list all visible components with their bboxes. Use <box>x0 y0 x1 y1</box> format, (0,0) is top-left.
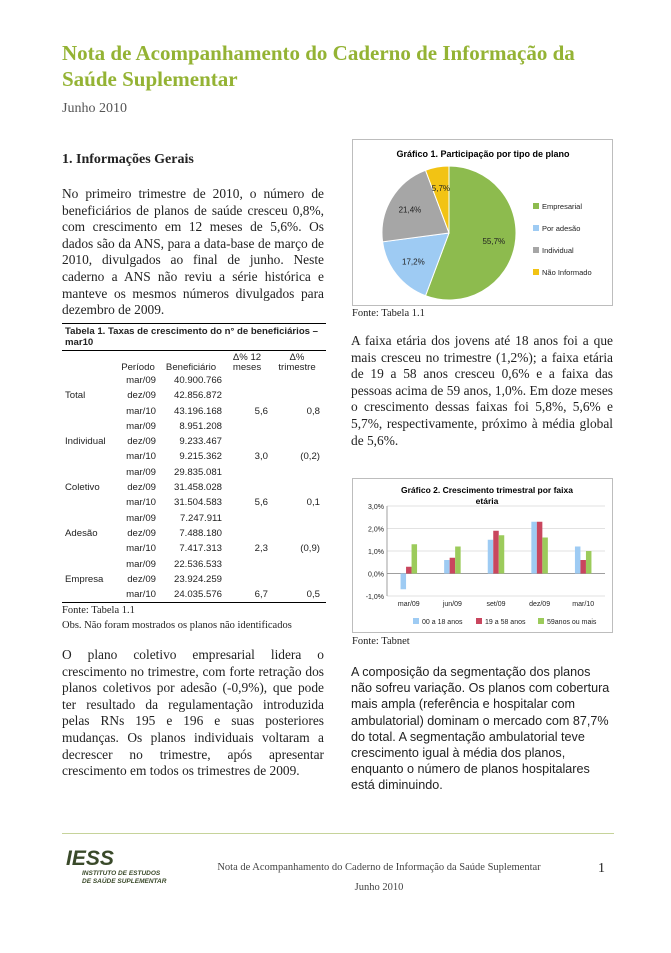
delta-12m-cell <box>226 434 274 449</box>
beneficiario-cell: 43.196.168 <box>173 405 222 417</box>
footer-line2: Junho 2010 <box>354 882 404 893</box>
table-row <box>62 495 326 510</box>
table-row <box>62 419 326 434</box>
y-tick-label: -1,0% <box>365 594 384 601</box>
plan-label: Total <box>65 390 86 402</box>
delta-tri-cell <box>274 388 326 403</box>
legend-label: 19 a 58 anos <box>485 619 526 626</box>
x-tick-label: set/09 <box>486 601 506 608</box>
beneficiario-cell: 23.924.259 <box>173 573 222 585</box>
table-row <box>62 449 326 464</box>
delta-12m-cell <box>226 557 274 572</box>
bar-chart-box <box>352 478 613 633</box>
legend-swatch <box>538 618 544 624</box>
bar-0-0 <box>401 574 407 590</box>
delta-tri-cell <box>274 511 326 526</box>
delta-12m-cell: 2,3 <box>254 543 268 555</box>
period-cell: mar/10 <box>120 587 160 603</box>
y-tick-label: 3,0% <box>368 504 384 511</box>
table-row <box>62 388 326 403</box>
period-cell: dez/09 <box>127 527 156 539</box>
chart2-source: Fonte: Tabnet <box>352 636 410 647</box>
legend-label: 59anos ou mais <box>547 619 597 626</box>
period-cell: dez/09 <box>127 436 156 448</box>
col-period: Período <box>121 362 155 373</box>
delta-12m-cell: 6,7 <box>226 587 274 603</box>
growth-table-grid <box>62 351 326 603</box>
bar-3-0 <box>531 522 537 574</box>
beneficiario-cell: 9.233.467 <box>179 436 222 448</box>
plan-label: Adesão <box>65 527 98 539</box>
table-row <box>62 511 326 526</box>
pie-title: Gráfico 1. Participação por tipo de plano <box>396 149 570 159</box>
beneficiario-cell: 31.458.028 <box>173 482 222 494</box>
delta-12m-cell <box>226 465 274 480</box>
legend-swatch <box>476 618 482 624</box>
table-row <box>62 587 326 603</box>
legend-label: Individual <box>542 246 574 255</box>
pie-chart <box>353 140 614 307</box>
table-row <box>62 404 326 419</box>
delta-tri-cell: (0,9) <box>300 543 320 555</box>
pie-value-label: 17,2% <box>402 257 425 267</box>
delta-tri-cell <box>274 572 326 587</box>
page-date: Junho 2010 <box>62 101 127 116</box>
bar-2-2 <box>499 535 505 573</box>
delta-12m-cell <box>226 373 274 388</box>
segmentacao-paragraph: A composição da segmentação dos planos não sofreu variação. Os planos com cobertura mais ampla (referência e hospitalar com ambulatorial) dominam o mercado com 87,7% do total. A segmentação ambulatorial teve crescimento igual à média dos planos, enquanto o número de planos hospitalares está diminuindo. <box>351 665 610 793</box>
delta-tri-cell: 0,5 <box>274 587 326 603</box>
pie-value-label: 55,7% <box>482 237 506 247</box>
beneficiario-cell: 7.247.911 <box>180 512 222 524</box>
bar-title-line1: Gráfico 2. Crescimento trimestral por faixa <box>401 485 573 495</box>
footer-line1: Nota de Acompanhamento do Caderno de Informação da Saúde Suplementar <box>217 862 541 873</box>
delta-tri-cell: (0,2) <box>300 451 320 463</box>
plan-label: Individual <box>65 436 106 448</box>
legend-label: 00 a 18 anos <box>422 619 463 626</box>
delta-tri-cell <box>274 373 326 388</box>
growth-table <box>62 323 326 632</box>
x-tick-label: mar/09 <box>397 601 420 608</box>
pie-value-label: 5,7% <box>431 184 451 194</box>
section-heading: 1. Informações Gerais <box>62 152 194 167</box>
table-row <box>62 480 326 495</box>
beneficiario-cell: 8.951.208 <box>179 420 222 432</box>
col-delta-12m: Δ% 12 meses <box>232 352 262 373</box>
delta-tri-cell <box>274 465 326 480</box>
period-cell: dez/09 <box>127 482 156 494</box>
chart1-source: Fonte: Tabela 1.1 <box>352 308 425 319</box>
bar-4-1 <box>580 560 586 574</box>
coletivo-paragraph: O plano coletivo empresarial lidera o crescimento no trimestre, com forte retração dos planos coletivos por adesão (-0,9%), que pode ter resultado da regulamentação introduzida pelas RNs 195 e 196 e suas posteriores mudanças. Os planos individuais voltaram a decrescer no trimestre, após apresentar crescimento em todos os trimestres de 2009. <box>62 647 324 779</box>
period-cell: mar/10 <box>126 405 156 417</box>
delta-12m-cell <box>226 526 274 541</box>
page-title: Nota de Acompanhamento do Caderno de Informação da Saúde Suplementar <box>62 41 575 91</box>
plan-label: Empresa <box>65 573 104 585</box>
beneficiario-cell: 29.835.081 <box>173 466 222 478</box>
period-cell: mar/09 <box>126 420 156 432</box>
delta-tri-cell <box>274 526 326 541</box>
beneficiario-cell: 7.417.313 <box>179 543 222 555</box>
delta-12m-cell <box>226 480 274 495</box>
bar-0-2 <box>412 544 418 573</box>
legend-swatch <box>533 225 539 231</box>
delta-tri-cell: 0,1 <box>306 497 320 509</box>
bar-1-2 <box>455 547 461 574</box>
table-row <box>62 526 326 541</box>
period-cell: mar/10 <box>126 451 156 463</box>
table-row <box>62 465 326 480</box>
bar-0-1 <box>406 567 412 574</box>
pie-chart-box <box>352 139 613 306</box>
legend-swatch <box>533 247 539 253</box>
plan-label: Coletivo <box>65 482 100 494</box>
logo-sub2: DE SAÚDE SUPLEMENTAR <box>82 878 167 885</box>
y-tick-label: 0,0% <box>368 571 384 579</box>
beneficiario-cell: 22.536.533 <box>173 558 222 570</box>
table-source: Fonte: Tabela 1.1 <box>62 605 135 617</box>
logo-main: IESS <box>66 847 114 870</box>
legend-label: Não Informado <box>542 268 592 277</box>
bar-4-2 <box>586 551 592 574</box>
period-cell: mar/10 <box>126 497 156 509</box>
bar-chart <box>353 479 614 634</box>
table-row <box>62 373 326 388</box>
delta-12m-cell <box>226 511 274 526</box>
table-row <box>62 557 326 572</box>
delta-12m-cell: 5,6 <box>254 405 268 417</box>
col-beneficiario: Beneficiário <box>165 362 217 373</box>
bar-1-0 <box>444 560 450 574</box>
bar-4-0 <box>575 547 581 574</box>
bar-title-line2: etária <box>475 496 499 506</box>
delta-tri-cell <box>274 434 326 449</box>
legend-label: Por adesão <box>542 224 581 233</box>
beneficiario-cell: 42.856.872 <box>173 390 222 402</box>
delta-12m-cell: 5,6 <box>254 497 268 509</box>
delta-tri-cell <box>274 480 326 495</box>
bar-2-0 <box>488 540 494 574</box>
bar-1-1 <box>450 558 456 574</box>
logo-sub1: INSTITUTO DE ESTUDOS <box>82 870 161 877</box>
delta-tri-cell <box>274 419 326 434</box>
period-cell: mar/09 <box>126 375 156 386</box>
legend-swatch <box>533 203 539 209</box>
y-tick-label: 2,0% <box>368 526 384 534</box>
beneficiario-cell: 31.504.583 <box>173 497 222 509</box>
beneficiario-cell: 24.035.576 <box>160 587 226 603</box>
legend-label: Empresarial <box>542 202 583 211</box>
beneficiario-cell: 40.900.766 <box>173 375 222 386</box>
table-note: Obs. Não foram mostrados os planos não identificados <box>62 619 292 631</box>
period-cell: dez/09 <box>127 573 156 585</box>
delta-tri-cell: 0,8 <box>306 405 320 417</box>
delta-12m-cell <box>226 419 274 434</box>
period-cell: mar/09 <box>126 466 156 478</box>
period-cell: dez/09 <box>127 390 156 402</box>
faixa-etaria-paragraph: A faixa etária dos jovens até 18 anos foi a que mais cresceu no trimestre (1,2%); a faixa etária de 19 a 58 anos cresceu 0,6% e a faixa das pessoas acima de 59 anos, 1,0%. Em doze meses o crescimento dessas faixas foi 5,8%, 5,6% e 5,7%, respectivamente, próximo à média global de 5,6%. <box>351 333 613 448</box>
period-cell: mar/10 <box>126 543 156 555</box>
intro-paragraph: No primeiro trimestre de 2010, o número de beneficiários de planos de saúde cresceu 0,8%, com crescimento em 12 meses de 5,6%. Os dados são da ANS, para a data-base de março de 2010, divulgados ao final de junho. Neste caderno a ANS não reviu a série histórica e manteve os mesmos números divulgados para dezembro de 2009. <box>62 186 324 318</box>
y-tick-label: 1,0% <box>368 549 384 556</box>
x-tick-label: dez/09 <box>529 601 551 608</box>
period-cell: mar/09 <box>126 512 156 524</box>
table-row <box>62 434 326 449</box>
pie-value-label: 21,4% <box>398 205 422 215</box>
col-delta-trimestre: Δ% trimestre <box>278 352 316 373</box>
beneficiario-cell: 9.215.362 <box>179 451 222 463</box>
delta-12m-cell <box>226 388 274 403</box>
page-number: 1 <box>598 861 605 876</box>
beneficiario-cell: 7.488.180 <box>179 527 222 539</box>
bar-3-1 <box>537 522 543 574</box>
table-row <box>62 541 326 556</box>
bar-2-1 <box>493 531 499 574</box>
bar-3-2 <box>542 538 548 574</box>
period-cell: mar/09 <box>126 558 156 570</box>
footer-divider <box>62 833 614 834</box>
legend-swatch <box>413 618 419 624</box>
delta-12m-cell: 3,0 <box>254 451 268 463</box>
x-tick-label: mar/10 <box>572 601 595 608</box>
x-tick-label: jun/09 <box>442 601 462 608</box>
delta-tri-cell <box>274 557 326 572</box>
delta-12m-cell <box>226 572 274 587</box>
table-title: Tabela 1. Taxas de crescimento do n° de beneficiários –mar10 <box>62 323 326 351</box>
footer-text <box>170 858 588 898</box>
table-row <box>62 572 326 587</box>
legend-swatch <box>533 269 539 275</box>
